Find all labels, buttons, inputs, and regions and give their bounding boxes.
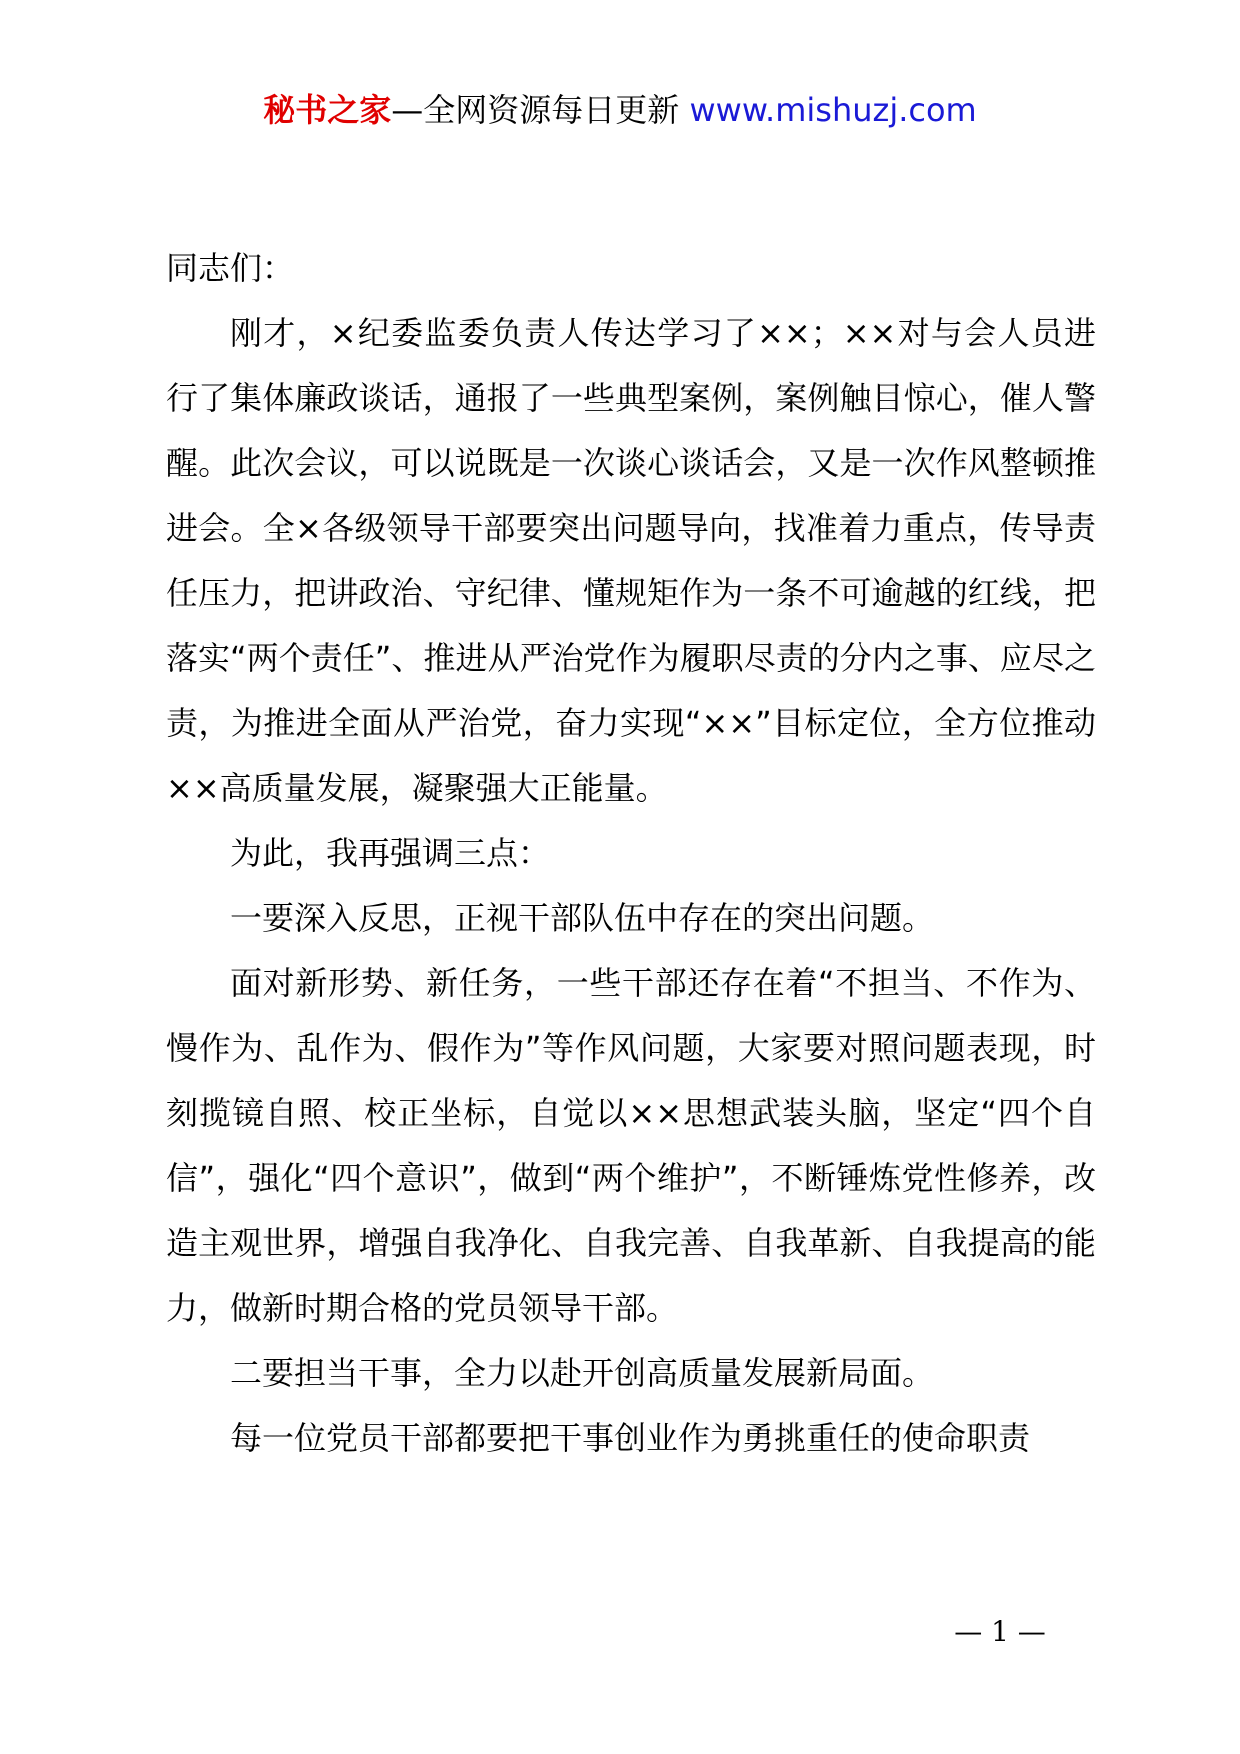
document-body <box>166 236 1096 1471</box>
section-heading-2: 二要担当干事，全力以赴开创高质量发展新局面。 <box>230 1354 935 1392</box>
paragraph-2: 为此，我再强调三点： <box>230 834 551 872</box>
paragraph-3: 面对新形势、新任务，一些干部还存在着“不担当、不作为、慢作为、乱作为、假作为”等作风问题，大家要对照问题表现，时刻揽镜自照、校正坐标，自觉以××思想武装头脑，坚定“四个自信”，强化“四个意识”，做到“两个维护”，不断锤炼党性修养，改造主观世界，增强自我净化、自我完善、自我革新、自我提高的能力，做新时期合格的党员领导干部。 <box>166 964 1096 1327</box>
site-url-link[interactable]: www.mishuzj.com <box>689 91 977 129</box>
site-tagline: —全网资源每日更新 <box>391 91 690 129</box>
site-brand: 秘书之家 <box>263 91 392 129</box>
page-number: — 1 — <box>954 1615 1046 1648</box>
section-heading-1: 一要深入反思，正视干部队伍中存在的突出问题。 <box>230 899 935 937</box>
salutation: 同志们： <box>166 249 295 287</box>
site-header <box>0 88 1240 132</box>
paragraph-1: 刚才，×纪委监委负责人传达学习了××；××对与会人员进行了集体廉政谈话，通报了一些典型案例，案例触目惊心，催人警醒。此次会议，可以说既是一次谈心谈话会，又是一次作风整顿推进会。全×各级领导干部要突出问题导向，找准着力重点，传导责任压力，把讲政治、守纪律、懂规矩作为一条不可逾越的红线，把落实“两个责任”、推进从严治党作为履职尽责的分内之事、应尽之责，为推进全面从严治党，奋力实现“××”目标定位，全方位推动××高质量发展，凝聚强大正能量。 <box>166 314 1096 807</box>
paragraph-4: 每一位党员干部都要把干事创业作为勇挑重任的使命职责 <box>230 1419 1031 1457</box>
